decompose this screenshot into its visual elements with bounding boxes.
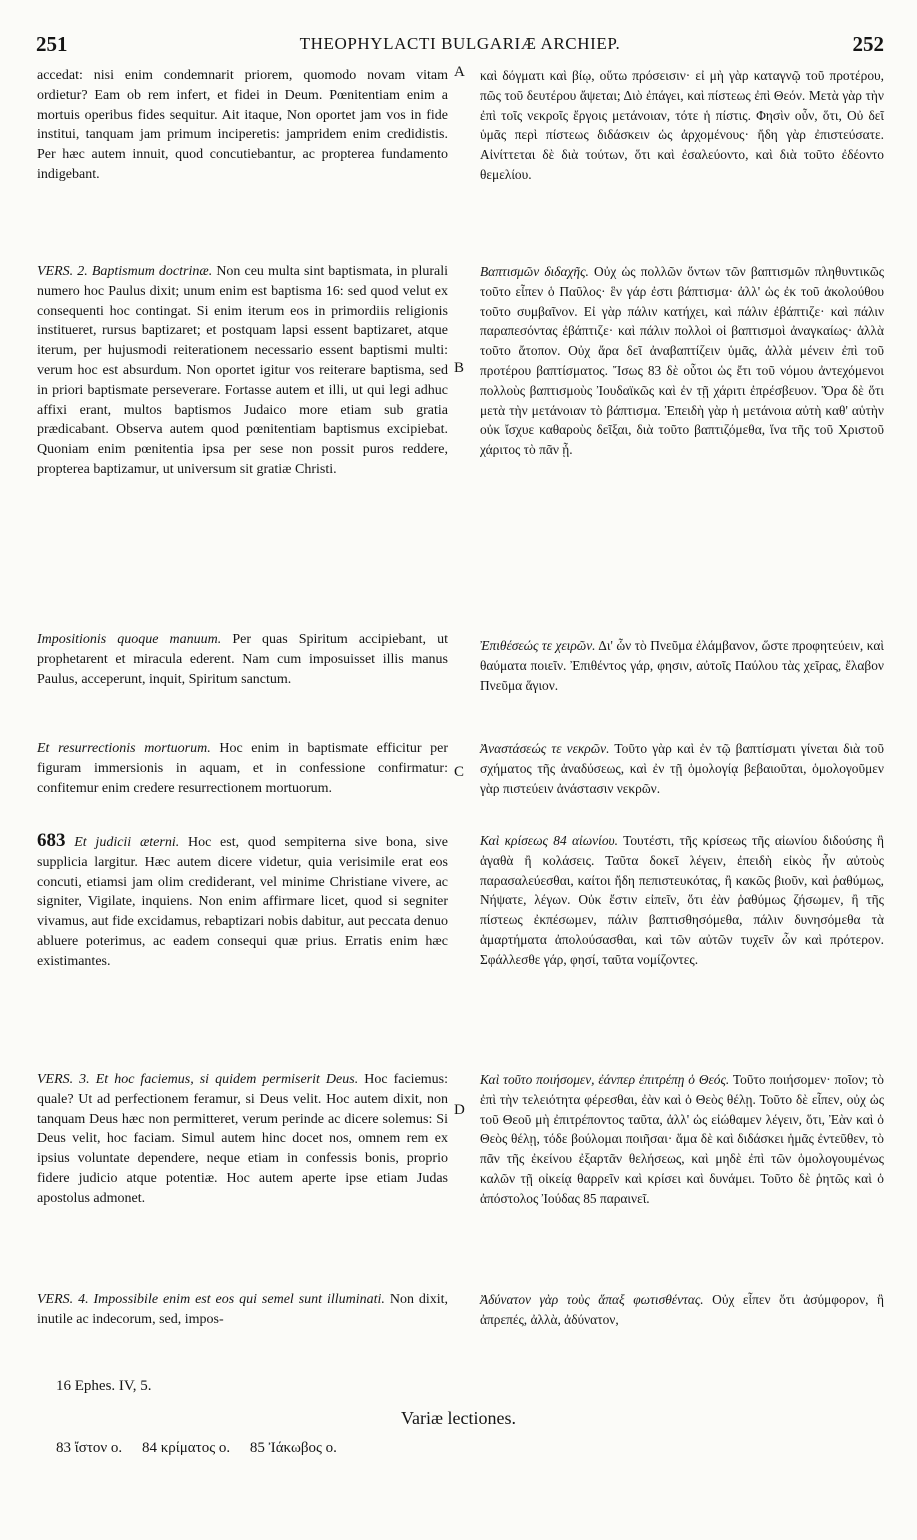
greek-paragraph-3 (480, 636, 884, 695)
greek-text: Οὐχ ὡς πολλῶν ὄντων τῶν βαπτισμῶν πληθυντικῶς τοῦτο εἶπεν ὁ Παῦλος· ἓν γάρ ἐστι βάπτισμα· ἀλλ' ὡς ἐκ τοῦ ἀκολούθου τοῦτο συμβαῖνον. Εἰ γὰρ πάλιν κατήχει, καὶ πάλιν ἐβάπτιζε· καὶ πάλιν παραπεσόντας ἐβάπτιζε· καὶ πάλιν πολλοὶ οἱ βαπτισμοὶ ἀναγκαίως· ἀλλὰ τοῦτο ἄτοπον. Οὐχ ἄρα δεῖ ἀναβαπτίζειν ὑμᾶς, ἀλλὰ μένειν ἐπὶ τοῦ προτέρου βαπτίσματος. Ἴσως 83 δὲ οὗτοι ὡς ἔτι τοῦ νόμου ἀντεχόμενοι πολλοὺς βαπτισμοὺς Ἰουδαϊκῶς καὶ ἐν τῇ χάριτι ἐπρέσβευον. Ὅρα δὲ ὅτι μετὰ τὴν μετάνοιαν τὸ βάπτισμα. Ἐπειδὴ γὰρ ἡ μετάνοια αὐτὴ καθ' αὑτὴν οὐκ ἴσχυε καθαροὺς δεῖξαι, διὰ τοῦτο βαπτιζόμεθα, ἵνα τῆς τοῦ Χριστοῦ χάριτος τὸ πᾶν ᾖ. (480, 264, 884, 458)
margin-letter-b: B (454, 360, 465, 376)
lemma: Et judicii æterni. (74, 835, 180, 850)
lemma: Καὶ τοῦτο ποιήσομεν, ἐάνπερ ἐπιτρέπῃ ὁ Θεός. (480, 1072, 730, 1087)
greek-paragraph-1 (480, 66, 884, 185)
variant-reading: 85 Ἰάκωβος ο. (249, 1440, 337, 1456)
greek-text: Τοῦτο ποιήσομεν· ποῖον; τὸ ἐπὶ τὴν τελειότητα φέρεσθαι, ἐὰν καὶ ὁ Θεὸς θέλῃ. Τοῦτο δὲ εἶπεν, οὐχ ὡς τοῦ Θεοῦ μὴ ἐπιτρέποντος ταῦτα, ἀλλ' ὡς εἰώθαμεν λέγειν, ὅτι, Ἐὰν καὶ ὁ Θεὸς θέλῃ, τόδε βούλομαι ποιῆσαι· ἅμα δὲ καὶ διδάσκει ἡμᾶς ἐντεῦθεν, τὸ πᾶν τῆς ἐκείνου ἐξαρτᾶν θελήσεως, καὶ μηδὲ ἐπὶ τῶν ὁμολογουμένως καλῶν τῇ οἰκείᾳ θαρρεῖν καὶ κρίσει καὶ δυνάμει. Τοῦτο δὲ ῥητῶς καὶ ὁ ἀπόστολος Ἰούδας 85 παραινεῖ. (480, 1072, 884, 1206)
margin-letter-d: D (454, 1102, 465, 1118)
variant-reading: 84 κρίματος ο. (141, 1440, 231, 1456)
latin-paragraph-6 (37, 1070, 448, 1209)
greek-text: Δι' ὧν τὸ Πνεῦμα ἐλάμβανον, ὥστε προφητεύειν, καὶ θαύματα ποιεῖν. Ἐπιθέντος γάρ, φησιν, αὐτοῖς Παύλου τὰς χεῖρας, ἔλαβον Πνεῦμα ἅγιον. (480, 638, 884, 693)
lemma: Impositionis quoque manuum. (37, 632, 222, 647)
latin-paragraph-4 (37, 739, 448, 798)
latin-text: accedat: nisi enim condemnarit priorem, quomodo novam vitam ordietur? Eam ob rem infert, et fidei in Deum. Pœnitentiam enim a mortuis operibus fides sequitur. Ait itaque, Non oportet jam vos in fide institui, tanquam jam primum inciperetis: jampridem enim credidistis. Per hæc autem innuit, quod concutiebantur, ac propterea fundamento indigebant. (37, 68, 448, 182)
latin-paragraph-5 (37, 831, 448, 972)
footnote: 16 Ephes. IV, 5. (56, 1378, 152, 1394)
latin-paragraph-7 (37, 1290, 448, 1330)
margin-letter-a: A (454, 64, 465, 80)
column-number: 683 (37, 830, 66, 851)
latin-text: Per quas Spiritum accipiebant, ut prophetarent et miracula ederent. Nam cum imposuisset illis manus Paulus, acceperunt, inquit, Spiritum sanctum. (37, 632, 448, 687)
lemma: Ἐπιθέσεώς τε χειρῶν. (480, 638, 596, 653)
greek-text: Τουτέστι, τῆς κρίσεως τῆς αἰωνίου διδούσης ἢ ἀγαθὰ ἢ κολάσεις. Ταῦτα δοκεῖ λέγειν, ἐπειδὴ εἰκὸς ἦν αὐτοὺς παρασαλεύεσθαι, καίτοι ἤδη πεπιστευκότας, ἢ κακῶς βιοῦν, καὶ ῥαθύμως, Νήψατε, λέγων. Οὐκ ἔστιν εἰπεῖν, ὅτι ἐὰν ῥαθύμως ζήσωμεν, ἢ τῆς πίστεως ἐκπέσωμεν, πάλιν βαπτισθησόμεθα, πάλιν δυνησόμεθα τὰ ἁμαρτήματα ἀπολούσασθαι, καὶ τῶν αὐτῶν τυχεῖν ὧν καὶ πρότερον. Σφάλλεσθε γάρ, φησί, ταῦτα νομίζοντες. (480, 833, 884, 967)
latin-paragraph-1 (37, 66, 448, 185)
lemma: Ἀδύνατον γὰρ τοὺς ἅπαξ φωτισθέντας. (480, 1292, 704, 1307)
greek-text: Οὐχ εἶπεν ὅτι ἀσύμφορον, ἢ ἀπρεπές, ἀλλὰ, ἀδύνατον, (480, 1292, 884, 1327)
latin-text: Hoc est, quod sempiterna sive bona, sive supplicia largitur. Hæc autem dicere videtur, quia verisimile erat eos concuti, etiamsi jam olim crediderant, vel minime Christiane vivere, ac signiter, Vigilate, inquiens. Non enim affirmare licet, quod si segniter vivamus, aut fide excidamus, rebaptizari nobis dabitur, aut peccata denuo abluere poterimus, ac eadem consequi quæ prius. Erratis enim hæc existimantes. (37, 835, 449, 969)
verse-label: VERS. 3. (37, 1072, 90, 1087)
latin-text: Non dixit, inutile ac indecorum, sed, impos- (37, 1292, 449, 1327)
greek-paragraph-7 (480, 1290, 884, 1330)
latin-paragraph-2 (37, 262, 448, 480)
variant-reading: 83 ἴστον ο. (56, 1440, 123, 1456)
latin-paragraph-3 (37, 630, 448, 689)
lemma: Et hoc faciemus, si quidem permiserit Deus. (95, 1072, 359, 1087)
lemma: Impossibile enim est eos qui semel sunt illuminati. (93, 1292, 385, 1307)
greek-paragraph-5 (480, 831, 884, 970)
greek-paragraph-2 (480, 262, 884, 460)
greek-text: Τοῦτο γὰρ καὶ ἐν τῷ βαπτίσματι γίνεται διὰ τοῦ σχήματος τῆς ἀναδύσεως, καὶ ἐν τῇ ὁμολογίᾳ βεβαιοῦται, ὁμολογοῦμεν γὰρ πιστεύειν ἀνάστασιν νεκρῶν. (480, 741, 885, 796)
greek-text: καὶ δόγματι καὶ βίῳ, οὕτω πρόσεισιν· εἰ μὴ γὰρ καταγνῷ τοῦ προτέρου, πῶς τοῦ δευτέρου ἄψεται; Διὸ ἐπάγει, καὶ πίστεως ἐπὶ Θεόν. Μετὰ γὰρ τὴν ἐπὶ τοῖς νεκροῖς ἔργοις μετάνοιαν, τότε ἡ πίστις. Φησὶν οὖν, ὅτι, Οὐ δεῖ ὑμᾶς περὶ πίστεως διδάσκειν ὡς ἀρχομένους· ἤδη γὰρ ἐπιστεύσατε. Αἰνίττεται δὲ διὰ τούτων, ὅτι καὶ ἐσαλεύοντο, καὶ διὰ τοῦτο ἐδέοντο θεμελίου. (480, 68, 884, 182)
latin-text: Non ceu multa sint baptismata, in plurali numero hoc Paulus dixit; unum enim est baptisma 16: sed quod velut ex consequenti hoc contingat. Si enim iterum eos in primordiis religionis institueret, rursus baptizaret; et postquam lapsi essent baptizaret, atque iterum, per hujusmodi reiterationem necessario essent baptismi multi: verum hoc est absurdum. Non oportet igitur vos reiterare baptisma, sed in priori baptismate perseverare. Fortasse autem et illi, ut qui legi adhuc affixi erant, multos baptismos Judaico more etiam sub gratia prædicabant. Observa autem quod pœnitentiam baptismus excipiebat. Quoniam enim pœnitentia ipsa per sese non possit puros reddere, propterea baptizamur, ut universum sit gratiæ Christi. (37, 264, 449, 477)
verse-label: VERS. 4. (37, 1292, 89, 1307)
lemma: Καὶ κρίσεως 84 αἰωνίου. (480, 833, 619, 848)
variae-lectiones-list (56, 1440, 353, 1457)
variae-lectiones-title: Variæ lectiones. (401, 1408, 516, 1428)
latin-text: Hoc enim in baptismate efficitur per figuram immersionis in aquam, et in confessione confirmatur: confitemur enim credere resurrectionem mortuorum. (37, 741, 448, 796)
greek-paragraph-4 (480, 739, 884, 798)
lemma: Et resurrectionis mortuorum. (37, 741, 211, 756)
verse-label: VERS. 2. (37, 264, 88, 279)
margin-letter-c: C (454, 764, 465, 780)
running-header (36, 32, 884, 64)
greek-paragraph-6 (480, 1070, 884, 1209)
latin-text: Hoc faciemus: quale? Ut ad perfectionem feramur, si Deus velit. Hoc autem dixit, non tanquam Deus hæc non permitteret, verum perinde ac dicere solemus: Si Deus velit, hoc faciam. Simul autem hinc docet nos, omnem rem ex ipsius voluntate dependere, neque etiam in confessis bonis, proprio fidere judicio atque potentiæ. Hoc autem aperte ipse etiam Judas apostolus admonet. (37, 1072, 449, 1206)
lemma: Βαπτισμῶν διδαχῆς. (480, 264, 589, 279)
lemma: Ἀναστάσεώς τε νεκρῶν. (480, 741, 610, 756)
lemma: Baptismum doctrinæ. (91, 264, 213, 279)
page-number-right: 252 (852, 32, 884, 56)
running-head-title: THEOPHYLACTI BULGARIÆ ARCHIEP. (299, 34, 621, 53)
page-number-left: 251 (36, 32, 68, 56)
